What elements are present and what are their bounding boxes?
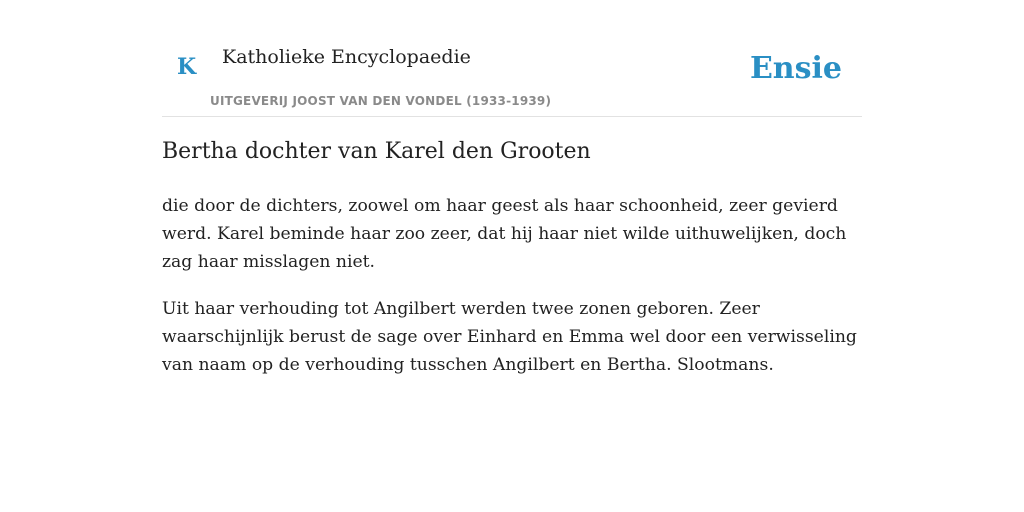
article-title: Bertha dochter van Karel den Grooten [162,139,591,164]
ensie-brand-link[interactable]: Ensie [749,51,842,86]
article-paragraph: Uit haar verhouding tot Angilbert werden twee zonen geboren. Zeer waarschijnlijk berust de sage over Einhard en Emma wel door een verwisseling van naam op de verhouding tusschen Angilbert en Bertha. Slootmans. [162,299,857,375]
encyclopedia-logo[interactable]: K [177,54,197,80]
article-body [162,192,862,398]
encyclopedia-title-link[interactable]: Katholieke Encyclopaedie [222,46,471,68]
article-paragraph: die door de dichters, zoowel om haar geest als haar schoonheid, zeer gevierd werd. Karel beminde haar zoo zeer, dat hij haar niet wilde uithuwelijken, doch zag haar misslagen niet. [162,196,847,272]
site-header [162,40,862,117]
publisher-label: UITGEVERIJ JOOST VAN DEN VONDEL (1933-1939) [210,94,552,108]
